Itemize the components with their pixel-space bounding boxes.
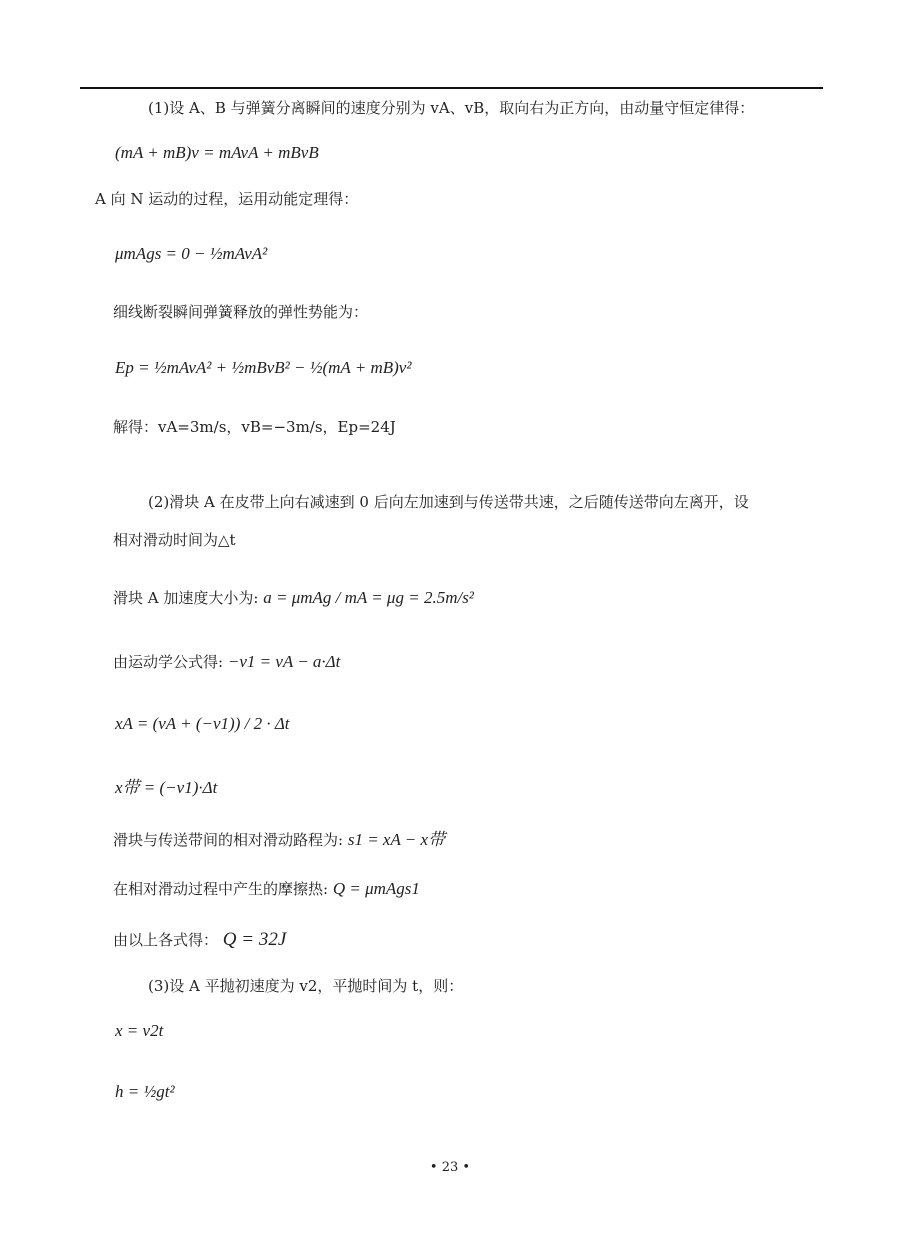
part3-intro: (3)设 A 平抛初速度为 v2，平抛时间为 t，则： — [148, 977, 464, 995]
eq-xbelt: x带 = (−v1)·Δt — [115, 778, 218, 797]
eq-kinematic: −v1 = vA − a·Δt — [227, 652, 341, 671]
eq-potential: Ep = ½mAvA² + ½mBvB² − ½(mA + mB)v² — [115, 358, 412, 377]
heat-text: 在相对滑动过程中产生的摩擦热: — [113, 880, 329, 898]
relative-text: 滑块与传送带间的相对滑动路程为: — [113, 831, 344, 849]
eq-xA: xA = (vA + (−v1)) / 2 · Δt — [115, 714, 290, 733]
kinematic-text: 由运动学公式得: — [113, 653, 224, 671]
part2-intro-line2: 相对滑动时间为△t — [113, 531, 236, 549]
result-text: 由以上各式得： — [113, 931, 219, 949]
part2-intro-line1: (2)滑块 A 在皮带上向右减速到 0 后向左加速到与传送带共速，之后随传送带向左离开，设 — [148, 493, 749, 511]
eq-x: x = v2t — [115, 1021, 164, 1040]
part1-intro: (1)设 A、B 与弹簧分离瞬间的速度分别为 vA、vB，取向右为正方向，由动量守恒定律得： — [148, 99, 755, 117]
part2-kinematic-row — [113, 652, 340, 672]
eq-relative: s1 = xA − x带 — [347, 830, 446, 849]
eq-h: h = ½gt² — [115, 1082, 175, 1101]
eq-energy: μmAgs = 0 − ½mAvA² — [115, 244, 268, 263]
part1-motion-text: A 向 N 运动的过程，运用动能定理得： — [95, 190, 359, 208]
accel-text: 滑块 A 加速度大小为: — [113, 589, 259, 607]
header-rule — [80, 87, 823, 89]
part1-solution: 解得：vA=3m/s，vB=−3m/s，Ep=24J — [113, 418, 396, 436]
eq-accel: a = μmAg / mA = μg = 2.5m/s² — [263, 588, 474, 607]
part2-relative-row — [113, 830, 445, 850]
part2-result-row — [113, 930, 286, 950]
eq-result: Q = 32J — [222, 929, 287, 950]
eq-heat: Q = μmAgs1 — [332, 879, 420, 898]
part2-heat-row — [113, 879, 420, 899]
eq-momentum: (mA + mB)v = mAvA + mBvB — [115, 143, 319, 162]
page-number: • 23 • — [429, 1160, 471, 1175]
part2-accel-row — [113, 588, 474, 608]
part1-spring-text: 细线断裂瞬间弹簧释放的弹性势能为： — [113, 303, 369, 321]
